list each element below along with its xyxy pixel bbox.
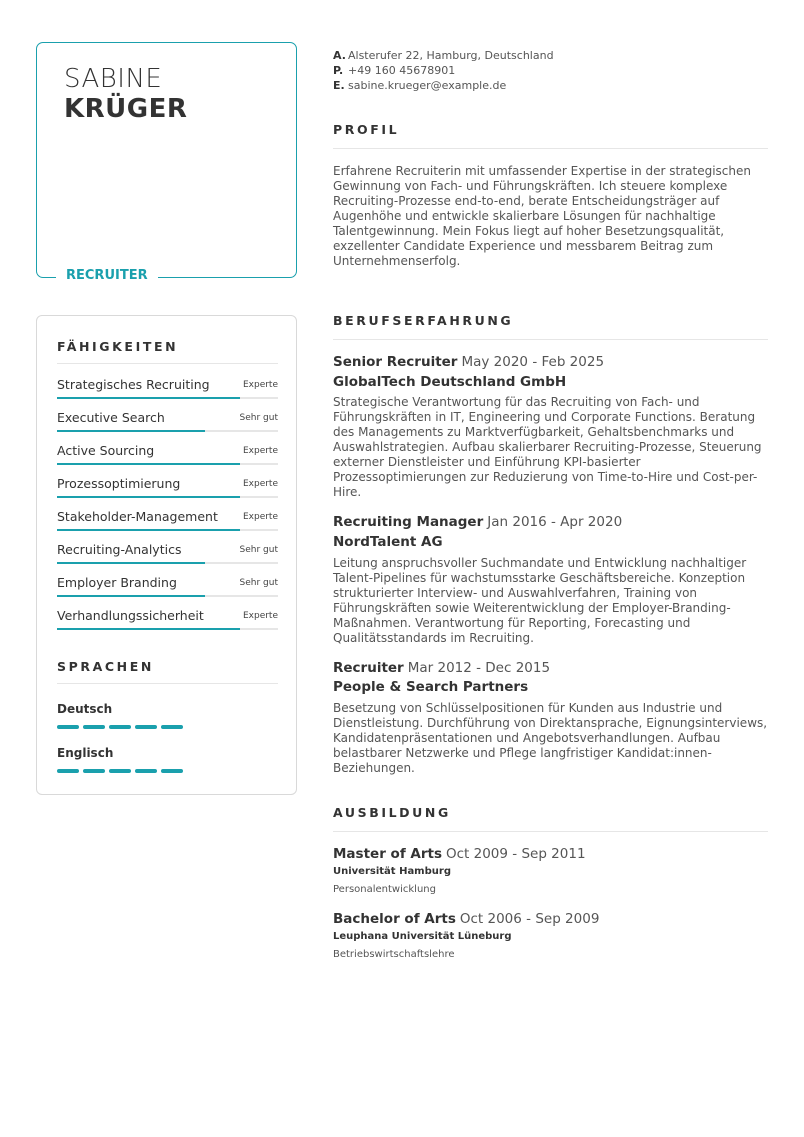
languages-heading: SPRACHEN (57, 659, 154, 674)
skill-bar-fill (57, 397, 240, 399)
skill-item (57, 410, 278, 443)
email-value[interactable]: sabine.krueger@example.de (348, 79, 507, 92)
language-name: Deutsch (57, 702, 113, 716)
skill-level: Sehr gut (239, 545, 278, 555)
contact-email (333, 78, 554, 93)
degree-title: Master of Arts (333, 846, 442, 862)
skill-bar (57, 595, 278, 597)
skills-card (36, 315, 297, 795)
degree-row (333, 845, 586, 863)
contact-address (333, 48, 554, 63)
job-title-row (333, 353, 604, 371)
job-dates: Jan 2016 - Apr 2020 (487, 514, 623, 530)
company-name: GlobalTech Deutschland GmbH (333, 374, 567, 390)
language-level-dot (161, 769, 183, 773)
degree-dates: Oct 2009 - Sep 2011 (446, 846, 586, 862)
email-key: E. (333, 79, 345, 92)
language-level-dot (57, 725, 79, 729)
school-name: Leuphana Universität Lüneburg (333, 931, 512, 942)
skill-level: Experte (242, 611, 278, 621)
skill-item (57, 443, 278, 476)
skill-bar-fill (57, 562, 205, 564)
language-level-dot (109, 769, 131, 773)
address-value: Alsterufer 22, Hamburg, Deutschland (348, 49, 554, 62)
skill-level: Experte (242, 479, 278, 489)
last-name: KRÜGER (64, 94, 188, 124)
phone-value: +49 160 45678901 (348, 64, 456, 77)
skill-bar (57, 430, 278, 432)
company-name: NordTalent AG (333, 534, 443, 550)
skill-bar (57, 529, 278, 531)
skill-item (57, 509, 278, 542)
skill-level: Experte (242, 446, 278, 456)
language-item (57, 745, 278, 761)
skill-name: Prozessoptimierung (57, 476, 181, 491)
job-dates: May 2020 - Feb 2025 (461, 354, 605, 370)
degree-row (333, 910, 599, 928)
skill-bar-fill (57, 595, 205, 597)
job-title-row (333, 513, 622, 531)
skill-bar (57, 397, 278, 399)
company-name: People & Search Partners (333, 679, 529, 695)
language-level-dot (135, 725, 157, 729)
job-description: Strategische Verantwortung für das Recruiting von Fach- und Führungskräften in IT, Engineering und Corporate Functions. Beratung des Managements zu Marktverfügbarkeit, Gehaltsbenchmarks und Auswahlstrategien. Aufbau skalierbarer Recruiting-Prozesse, Steuerung externer Dienstleister und Einführung KPI-basierter Prozessoptimierungen zur Reduzierung von Time-to-Hire und Cost-per-Hire. (333, 395, 762, 499)
skill-name: Executive Search (57, 410, 165, 425)
skill-name: Recruiting-Analytics (57, 542, 182, 557)
phone-key: P. (333, 64, 344, 77)
skill-name: Verhandlungssicherheit (57, 608, 204, 623)
language-item (57, 701, 278, 717)
skill-name: Strategisches Recruiting (57, 377, 210, 392)
job-title: Recruiter (333, 660, 404, 676)
skill-bar-fill (57, 529, 240, 531)
job-dates: Mar 2012 - Dec 2015 (407, 660, 551, 676)
skill-bar-fill (57, 463, 240, 465)
job-title: Recruiting Manager (333, 514, 484, 530)
skill-name: Active Sourcing (57, 443, 155, 458)
contact-block (333, 48, 554, 93)
job-role: RECRUITER (56, 268, 158, 284)
skill-level: Sehr gut (239, 413, 278, 423)
skill-name: Stakeholder-Management (57, 509, 218, 524)
skill-bar (57, 463, 278, 465)
language-level-dot (57, 769, 79, 773)
language-level-dot (83, 769, 105, 773)
profile-text: Erfahrene Recruiterin mit umfassender Expertise in der strategischen Gewinnung von Fach- und Führungskräften. Ich steuere komplexe Recruiting-Prozesse end-to-end, berate Entscheidungsträger auf Augenhöhe und entwickle skalierbare Lösungen für nachhaltige Talentgewinnung. Mein Fokus liegt auf hoher Besetzungsqualität, exzellenter Candidate Experience und messbarem Beitrag zum Unternehmenserfolg. (333, 164, 751, 268)
education-divider (333, 831, 768, 832)
school-name: Universität Hamburg (333, 866, 451, 877)
language-level-dot (161, 725, 183, 729)
skill-bar (57, 562, 278, 564)
name-card (36, 42, 297, 278)
skill-name: Employer Branding (57, 575, 177, 590)
job-description: Besetzung von Schlüsselpositionen für Kunden aus Industrie und Dienstleistung. Durchführung von Direktansprache, Eignungsinterviews, Kandidatenpräsentationen und Angebotsverhandlungen. Aufbau belastbarer Netzwerke und Pflege langfristiger Kandidat:innen-Beziehungen. (333, 701, 768, 775)
skills-heading: FÄHIGKEITEN (57, 339, 179, 354)
language-level (57, 769, 183, 773)
job-description: Leitung anspruchsvoller Suchmandate und Entwicklung nachhaltiger Talent-Pipelines für wachstumsstarke Geschäftsbereiche. Konzeption strukturierter Interview- und Auswahlverfahren, Training von Führungskräften sowie Weiterentwicklung der Employer-Branding-Maßnahmen. Verantwortung für Reporting, Forecasting und Qualitätsstandards im Recruiting. (333, 556, 747, 645)
address-key: A. (333, 49, 346, 62)
study-field: Betriebswirtschaftslehre (333, 949, 455, 960)
languages-divider (57, 683, 278, 684)
experience-divider (333, 339, 768, 340)
study-field: Personalentwicklung (333, 884, 436, 895)
skill-bar-fill (57, 628, 240, 630)
skill-level: Sehr gut (239, 578, 278, 588)
language-level-dot (83, 725, 105, 729)
skill-bar-fill (57, 430, 205, 432)
job-title-row (333, 659, 550, 677)
language-level-dot (109, 725, 131, 729)
degree-dates: Oct 2006 - Sep 2009 (459, 911, 600, 927)
language-level-dot (135, 769, 157, 773)
skill-item (57, 377, 278, 410)
skill-item (57, 476, 278, 509)
language-name: Englisch (57, 746, 114, 760)
skill-level: Experte (242, 380, 278, 390)
contact-phone (333, 63, 554, 78)
experience-heading: BERUFSERFAHRUNG (333, 313, 514, 328)
education-heading: AUSBILDUNG (333, 805, 451, 820)
skills-divider (57, 363, 278, 364)
job-title: Senior Recruiter (333, 354, 458, 370)
skill-bar (57, 496, 278, 498)
profile-heading: PROFIL (333, 122, 400, 137)
first-name: SABINE (64, 64, 163, 94)
skill-item (57, 575, 278, 608)
skill-level: Experte (242, 512, 278, 522)
skill-bar-fill (57, 496, 240, 498)
skill-item (57, 608, 278, 641)
degree-title: Bachelor of Arts (333, 911, 456, 927)
skill-bar (57, 628, 278, 630)
language-level (57, 725, 183, 729)
profile-divider (333, 148, 768, 149)
skill-item (57, 542, 278, 575)
